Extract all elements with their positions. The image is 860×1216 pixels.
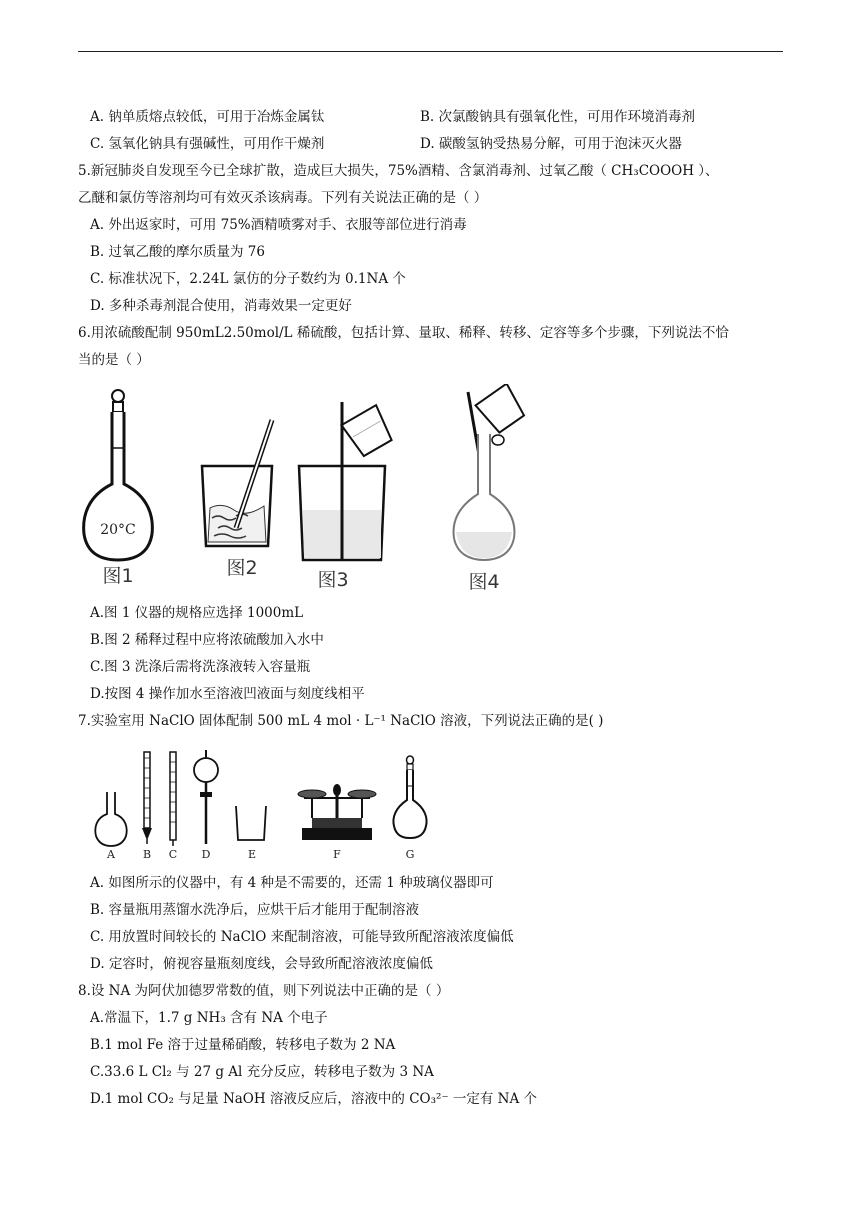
q4-option-c: C. 氢氧化钠具有强碱性，可用作干燥剂 — [90, 136, 325, 152]
q7-option-c: C. 用放置时间较长的 NaClO 来配制溶液，可能导致所配溶液浓度偏低 — [90, 929, 514, 945]
q4-option-a: A. 钠单质熔点较低，可用于冶炼金属钛 — [90, 109, 325, 125]
q8-option-c: C.33.6 L Cl₂ 与 27 g Al 充分反应，转移电子数为 3 NA — [90, 1064, 434, 1080]
q7-option-d: D. 定容时，俯视容量瓶刻度线，会导致所配溶液浓度偏低 — [90, 956, 433, 972]
q5-stem-line2: 乙醚和氯仿等溶剂均可有效灭杀该病毒。下列有关说法正确的是（ ） — [78, 190, 488, 206]
figure-3-label: 图3 — [317, 569, 349, 591]
figure-1-label: 图1 — [102, 565, 134, 587]
q6-stem-line2: 当的是（ ） — [78, 352, 150, 368]
figure-2-label: 图2 — [226, 557, 258, 579]
apparatus-label-g: G — [405, 848, 415, 861]
q7-option-a: A. 如图所示的仪器中，有 4 种是不需要的，还需 1 种玻璃仪器即可 — [90, 875, 494, 891]
q4-option-b: B. 次氯酸钠具有强氧化性，可用作环境消毒剂 — [420, 109, 696, 125]
apparatus-label-d: D — [201, 848, 211, 861]
q7-stem: 7.实验室用 NaClO 固体配制 500 mL 4 mol · L⁻¹ NaClO 溶液，下列说法正确的是( ) — [78, 713, 604, 729]
q6-option-a: A.图 1 仪器的规格应选择 1000mL — [90, 605, 304, 621]
header-rule — [78, 51, 783, 52]
q5-option-d: D. 多种杀毒剂混合使用，消毒效果一定更好 — [90, 298, 352, 314]
apparatus-label-a: A — [107, 848, 115, 861]
apparatus-label-b: B — [142, 848, 152, 861]
apparatus-label-f: F — [333, 848, 341, 861]
q5-option-c: C. 标准状况下，2.24L 氯仿的分子数约为 0.1NA 个 — [90, 271, 406, 287]
q8-option-a: A.常温下，1.7 g NH₃ 含有 NA 个电子 — [90, 1010, 328, 1026]
q4-option-d: D. 碳酸氢钠受热易分解，可用于泡沫灭火器 — [420, 136, 682, 152]
q5-option-b: B. 过氧乙酸的摩尔质量为 76 — [90, 244, 265, 260]
q8-option-d: D.1 mol CO₂ 与足量 NaOH 溶液反应后，溶液中的 CO₃²⁻ 一定有 NA 个 — [90, 1091, 538, 1107]
q8-option-b: B.1 mol Fe 溶于过量稀硝酸，转移电子数为 2 NA — [90, 1037, 396, 1053]
q6-stem-line1: 6.用浓硫酸配制 950mL2.50mol/L 稀硫酸，包括计算、量取、稀释、转移、定容等多个步骤，下列说法不恰 — [78, 325, 729, 341]
q6-option-b: B.图 2 稀释过程中应将浓硫酸加入水中 — [90, 632, 324, 648]
q5-option-a: A. 外出返家时，可用 75%酒精喷雾对手、衣服等部位进行消毒 — [90, 217, 467, 233]
q6-option-c: C.图 3 洗涤后需将洗涤液转入容量瓶 — [90, 659, 311, 675]
q8-stem: 8.设 NA 为阿伏加德罗常数的值，则下列说法中正确的是（ ） — [78, 983, 450, 999]
q6-option-d: D.按图 4 操作加水至溶液凹液面与刻度线相平 — [90, 686, 365, 702]
q5-stem-line1: 5.新冠肺炎自发现至今已全球扩散，造成巨大损失，75%酒精、含氯消毒剂、过氧乙酸（ CH₃COOOH ）、 — [78, 163, 719, 179]
q7-apparatus-figure — [90, 748, 450, 864]
q7-option-b: B. 容量瓶用蒸馏水洗净后，应烘干后才能用于配制溶液 — [90, 902, 420, 918]
figure-1-volumetric-flask — [78, 388, 158, 588]
apparatus-label-e: E — [247, 848, 257, 861]
figure-4-transfer-flask — [440, 384, 540, 599]
apparatus-label-c: C — [168, 848, 178, 861]
figure-4-label: 图4 — [468, 571, 500, 593]
flask-temperature-label: 20°C — [100, 522, 136, 538]
figure-2-beaker-stirring — [192, 418, 292, 588]
figure-3-pouring-rod — [295, 400, 405, 595]
